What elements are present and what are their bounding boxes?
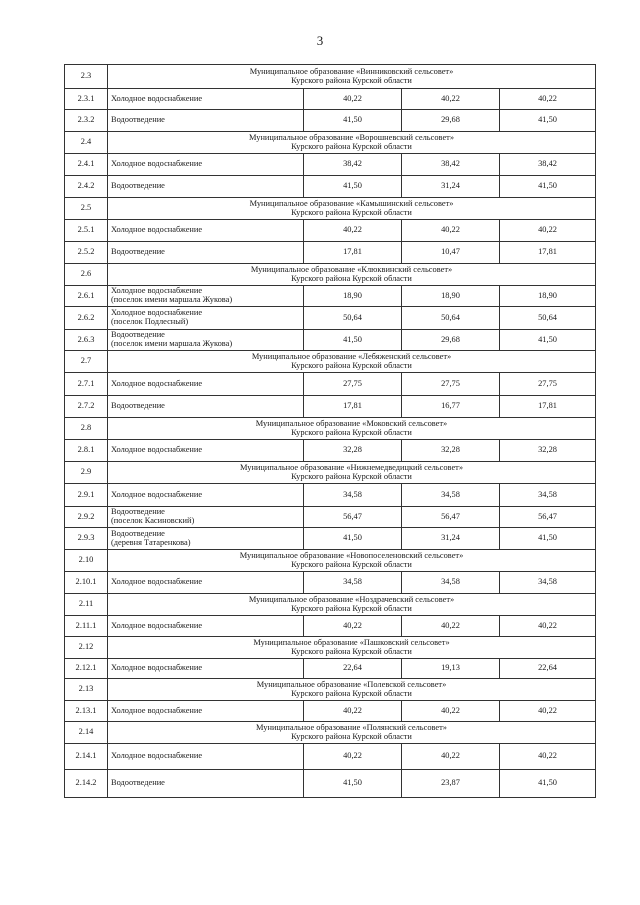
service-type: Холодное водоснабжение [111, 93, 203, 103]
tariff-row [65, 440, 596, 462]
service-name [108, 330, 304, 351]
tariff-value-1: 40,22 [304, 701, 402, 722]
service-name [108, 242, 304, 264]
tariff-row [65, 89, 596, 110]
row-number: 2.9.3 [65, 528, 108, 550]
tariff-value-3: 41,50 [500, 176, 596, 198]
tariff-value-1: 41,50 [304, 770, 402, 798]
service-name [108, 701, 304, 722]
municipality-district: Курского района Курской области [291, 273, 412, 283]
municipality-name: Муниципальное образование «Лебяженский сельсовет» [251, 351, 452, 361]
tariff-row [65, 616, 596, 637]
municipality-title [108, 462, 596, 484]
municipality-district: Курского района Курской области [291, 688, 412, 698]
tariff-row [65, 330, 596, 351]
row-number: 2.9.2 [65, 507, 108, 528]
municipality-district: Курского района Курской области [291, 471, 412, 481]
service-name [108, 89, 304, 110]
service-type: Водоотведение [111, 181, 165, 191]
service-type: Холодное водоснабжение [111, 225, 203, 235]
tariff-row [65, 373, 596, 396]
service-location: (поселок имени маршала Жукова) [111, 339, 233, 348]
tariff-value-3: 41,50 [500, 330, 596, 351]
service-name [108, 507, 304, 528]
service-name [108, 110, 304, 132]
tariff-value-1: 34,58 [304, 484, 402, 507]
municipality-district: Курского района Курской области [291, 427, 412, 437]
municipality-district: Курского района Курской области [291, 603, 412, 613]
service-name [108, 572, 304, 594]
tariff-value-2: 29,68 [402, 110, 500, 132]
row-number: 2.10.1 [65, 572, 108, 594]
municipality-title [108, 351, 596, 373]
service-location: (деревня Татаренкова) [111, 537, 191, 547]
row-number: 2.3.2 [65, 110, 108, 132]
tariff-value-1: 32,28 [304, 440, 402, 462]
municipality-title [108, 198, 596, 220]
row-number: 2.7.2 [65, 396, 108, 418]
municipality-header-row [65, 418, 596, 440]
municipality-title [108, 65, 596, 89]
row-number: 2.4.1 [65, 154, 108, 176]
tariff-row [65, 154, 596, 176]
municipality-name: Муниципальное образование «Винниковский сельсовет» [249, 66, 454, 76]
municipality-name: Муниципальное образование «Клюквинский сельсовет» [250, 264, 453, 274]
tariff-value-1: 41,50 [304, 110, 402, 132]
tariff-value-3: 50,64 [500, 307, 596, 330]
tariff-value-1: 17,81 [304, 242, 402, 264]
municipality-name: Муниципальное образование «Нижнемедведицкий сельсовет» [240, 462, 464, 472]
row-number: 2.9.1 [65, 484, 108, 507]
tariff-value-3: 27,75 [500, 373, 596, 396]
row-number: 2.3 [65, 65, 108, 89]
row-number: 2.5 [65, 198, 108, 220]
row-number: 2.13.1 [65, 701, 108, 722]
service-name [108, 220, 304, 242]
tariff-value-2: 40,22 [402, 616, 500, 637]
tariff-value-2: 27,75 [402, 373, 500, 396]
tariff-value-3: 17,81 [500, 396, 596, 418]
tariff-value-1: 40,22 [304, 616, 402, 637]
service-type: Холодное водоснабжение [111, 751, 203, 761]
tariff-value-2: 31,24 [402, 176, 500, 198]
service-name [108, 616, 304, 637]
municipality-district: Курского района Курской области [291, 207, 412, 217]
tariff-value-2: 38,42 [402, 154, 500, 176]
municipality-title [108, 637, 596, 659]
municipality-header-row [65, 65, 596, 89]
service-name [108, 176, 304, 198]
municipality-name: Муниципальное образование «Полянский сельсовет» [256, 722, 447, 732]
municipality-title [108, 264, 596, 286]
municipality-name: Муниципальное образование «Пашковский сельсовет» [253, 637, 450, 647]
tariff-value-2: 16,77 [402, 396, 500, 418]
municipality-district: Курского района Курской области [291, 141, 412, 151]
tariff-value-3: 18,90 [500, 286, 596, 307]
tariff-value-3: 41,50 [500, 110, 596, 132]
municipality-header-row [65, 722, 596, 744]
service-name [108, 770, 304, 798]
row-number: 2.7.1 [65, 373, 108, 396]
service-name [108, 307, 304, 330]
tariff-value-3: 22,64 [500, 659, 596, 679]
tariff-value-1: 50,64 [304, 307, 402, 330]
tariff-row [65, 701, 596, 722]
row-number: 2.6.2 [65, 307, 108, 330]
service-type: Водоотведение [111, 778, 165, 788]
municipality-title [108, 594, 596, 616]
tariff-value-1: 40,22 [304, 220, 402, 242]
tariff-value-1: 40,22 [304, 744, 402, 770]
tariff-value-2: 31,24 [402, 528, 500, 550]
tariff-value-3: 40,22 [500, 701, 596, 722]
tariff-value-3: 41,50 [500, 528, 596, 550]
row-number: 2.14.1 [65, 744, 108, 770]
tariff-row [65, 528, 596, 550]
service-type: Холодное водоснабжение [111, 489, 203, 499]
service-type: Водоотведение [111, 528, 165, 538]
tariff-value-1: 34,58 [304, 572, 402, 594]
tariff-table-body [65, 65, 596, 798]
tariff-row [65, 659, 596, 679]
service-type: Водоотведение [111, 247, 165, 257]
tariff-row [65, 220, 596, 242]
row-number: 2.6 [65, 264, 108, 286]
service-type: Холодное водоснабжение [111, 159, 203, 169]
municipality-header-row [65, 679, 596, 701]
tariff-value-1: 40,22 [304, 89, 402, 110]
service-type: Холодное водоснабжение [111, 620, 203, 630]
municipality-district: Курского района Курской области [291, 646, 412, 656]
row-number: 2.3.1 [65, 89, 108, 110]
tariff-row [65, 110, 596, 132]
service-name [108, 286, 304, 307]
tariff-value-1: 27,75 [304, 373, 402, 396]
tariff-value-3: 40,22 [500, 89, 596, 110]
tariff-row [65, 744, 596, 770]
row-number: 2.14.2 [65, 770, 108, 798]
tariff-value-1: 56,47 [304, 507, 402, 528]
service-name [108, 373, 304, 396]
service-name [108, 440, 304, 462]
tariff-value-3: 38,42 [500, 154, 596, 176]
tariff-row [65, 484, 596, 507]
service-type: Холодное водоснабжение [111, 577, 203, 587]
row-number: 2.11 [65, 594, 108, 616]
service-name [108, 396, 304, 418]
service-type: Холодное водоснабжение [111, 663, 203, 673]
row-number: 2.7 [65, 351, 108, 373]
municipality-name: Муниципальное образование «Ворошневский сельсовет» [249, 132, 455, 142]
service-name [108, 484, 304, 507]
row-number: 2.13 [65, 679, 108, 701]
tariff-value-1: 41,50 [304, 528, 402, 550]
service-name [108, 154, 304, 176]
tariff-value-3: 56,47 [500, 507, 596, 528]
tariff-row [65, 242, 596, 264]
tariff-value-3: 40,22 [500, 220, 596, 242]
tariff-value-2: 23,87 [402, 770, 500, 798]
service-type: Холодное водоснабжение [111, 378, 203, 388]
row-number: 2.10 [65, 550, 108, 572]
row-number: 2.5.1 [65, 220, 108, 242]
row-number: 2.5.2 [65, 242, 108, 264]
tariff-value-2: 40,22 [402, 701, 500, 722]
tariff-value-2: 34,58 [402, 572, 500, 594]
tariff-value-2: 29,68 [402, 330, 500, 351]
service-type: Водоотведение [111, 330, 165, 340]
municipality-name: Муниципальное образование «Полевской сельсовет» [256, 679, 447, 689]
tariff-row [65, 770, 596, 798]
tariff-value-3: 17,81 [500, 242, 596, 264]
municipality-title [108, 679, 596, 701]
municipality-name: Муниципальное образование «Новопоселеновский сельсовет» [239, 550, 464, 560]
service-location: (поселок имени маршала Жукова) [111, 295, 233, 304]
service-type: Холодное водоснабжение [111, 286, 203, 296]
service-location: (поселок Подлесный) [111, 317, 189, 326]
row-number: 2.4.2 [65, 176, 108, 198]
tariff-value-2: 56,47 [402, 507, 500, 528]
row-number: 2.12 [65, 637, 108, 659]
tariff-table [64, 64, 596, 798]
service-name [108, 528, 304, 550]
municipality-title [108, 418, 596, 440]
row-number: 2.4 [65, 132, 108, 154]
municipality-header-row [65, 594, 596, 616]
row-number: 2.6.3 [65, 330, 108, 351]
municipality-header-row [65, 462, 596, 484]
municipality-title [108, 722, 596, 744]
municipality-name: Муниципальное образование «Камышинский сельсовет» [249, 198, 454, 208]
tariff-value-1: 18,90 [304, 286, 402, 307]
tariff-value-3: 34,58 [500, 484, 596, 507]
service-name [108, 659, 304, 679]
municipality-header-row [65, 198, 596, 220]
tariff-value-3: 40,22 [500, 616, 596, 637]
row-number: 2.8 [65, 418, 108, 440]
row-number: 2.6.1 [65, 286, 108, 307]
municipality-header-row [65, 264, 596, 286]
municipality-header-row [65, 550, 596, 572]
tariff-value-2: 19,13 [402, 659, 500, 679]
tariff-value-3: 41,50 [500, 770, 596, 798]
municipality-title [108, 132, 596, 154]
row-number: 2.12.1 [65, 659, 108, 679]
service-name [108, 744, 304, 770]
tariff-row [65, 396, 596, 418]
page-number: 3 [316, 33, 324, 48]
service-type: Холодное водоснабжение [111, 705, 203, 715]
tariff-row [65, 507, 596, 528]
tariff-row [65, 286, 596, 307]
tariff-row [65, 307, 596, 330]
tariff-value-1: 38,42 [304, 154, 402, 176]
tariff-value-3: 34,58 [500, 572, 596, 594]
tariff-value-3: 40,22 [500, 744, 596, 770]
tariff-value-2: 18,90 [402, 286, 500, 307]
tariff-value-1: 17,81 [304, 396, 402, 418]
tariff-value-2: 32,28 [402, 440, 500, 462]
tariff-value-3: 32,28 [500, 440, 596, 462]
municipality-district: Курского района Курской области [291, 75, 412, 85]
tariff-value-1: 22,64 [304, 659, 402, 679]
service-type: Холодное водоснабжение [111, 308, 203, 318]
municipality-header-row [65, 637, 596, 659]
tariff-row [65, 176, 596, 198]
service-type: Водоотведение [111, 401, 165, 411]
municipality-header-row [65, 132, 596, 154]
municipality-name: Муниципальное образование «Моковский сельсовет» [255, 418, 448, 428]
tariff-row [65, 572, 596, 594]
tariff-value-2: 40,22 [402, 744, 500, 770]
row-number: 2.14 [65, 722, 108, 744]
service-type: Водоотведение [111, 115, 165, 125]
tariff-value-2: 40,22 [402, 89, 500, 110]
tariff-value-2: 10,47 [402, 242, 500, 264]
tariff-value-1: 41,50 [304, 176, 402, 198]
tariff-value-2: 40,22 [402, 220, 500, 242]
row-number: 2.11.1 [65, 616, 108, 637]
service-type: Водоотведение [111, 507, 165, 517]
tariff-value-1: 41,50 [304, 330, 402, 351]
municipality-header-row [65, 351, 596, 373]
row-number: 2.9 [65, 462, 108, 484]
tariff-value-2: 50,64 [402, 307, 500, 330]
municipality-district: Курского района Курской области [291, 731, 412, 741]
row-number: 2.8.1 [65, 440, 108, 462]
service-type: Холодное водоснабжение [111, 445, 203, 455]
municipality-district: Курского района Курской области [291, 360, 412, 370]
municipality-district: Курского района Курской области [291, 559, 412, 569]
municipality-title [108, 550, 596, 572]
municipality-name: Муниципальное образование «Ноздрачевский сельсовет» [248, 594, 455, 604]
service-location: (поселок Касиновский) [111, 516, 195, 525]
tariff-value-2: 34,58 [402, 484, 500, 507]
